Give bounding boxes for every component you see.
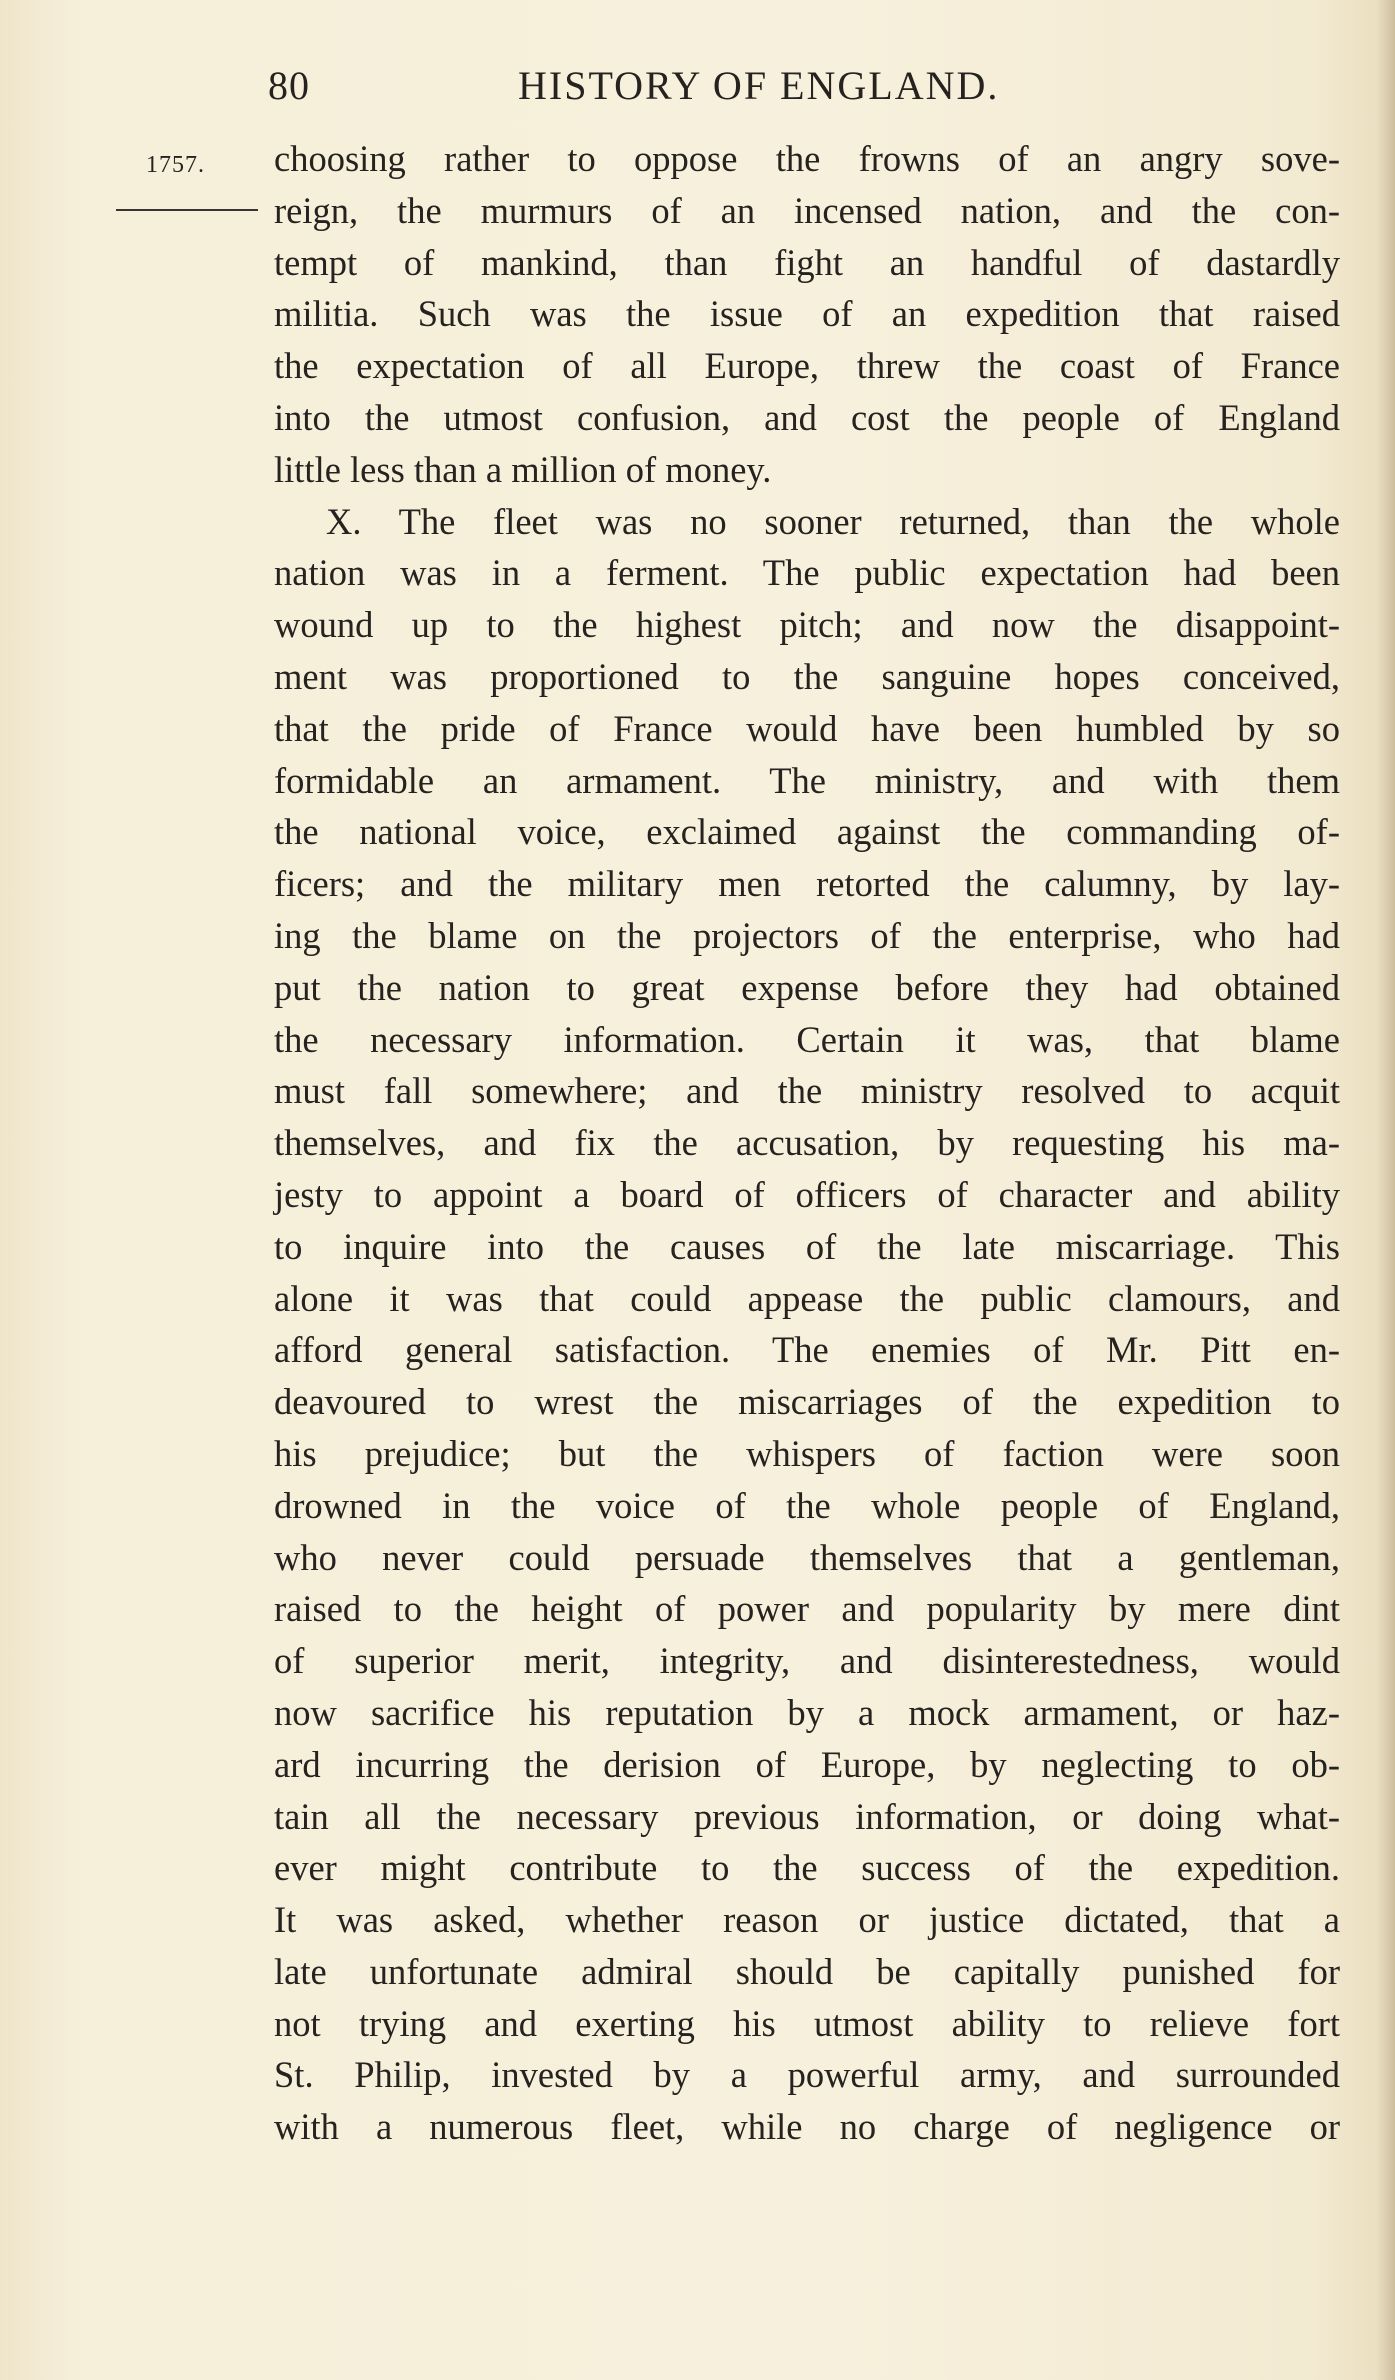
text-line: not trying and exerting his utmost ability to relieve fort (274, 2002, 1340, 2044)
text-line: themselves, and fix the accusation, by requesting his ma- (274, 1122, 1340, 1164)
text-line: the national voice, exclaimed against the commanding of- (274, 811, 1340, 853)
text-line: ing the blame on the projectors of the enterprise, who had (274, 914, 1340, 956)
text-line: that the pride of France would have been humbled by so (274, 707, 1340, 749)
text-line: alone it was that could appease the public clamours, and (274, 1277, 1340, 1319)
text-line: formidable an armament. The ministry, and with them (274, 759, 1340, 801)
text-line: into the utmost confusion, and cost the people of England (274, 396, 1340, 438)
text-line: wound up to the highest pitch; and now the disappoint- (274, 604, 1340, 646)
margin-year: 1757. (146, 152, 205, 178)
text-line: afford general satisfaction. The enemies of Mr. Pitt en- (274, 1329, 1340, 1371)
text-line: tain all the necessary previous information, or doing what- (274, 1795, 1340, 1837)
text-line: little less than a million of money. (274, 448, 772, 490)
text-line: raised to the height of power and popularity by mere dint (274, 1588, 1340, 1630)
text-line: ever might contribute to the success of the expedition. (274, 1847, 1340, 1889)
page-edge-shadow (1377, 0, 1395, 2380)
text-line: choosing rather to oppose the frowns of an angry sove- (274, 138, 1340, 179)
body-text (274, 133, 1340, 2153)
text-line: with a numerous fleet, while no charge of negligence or (274, 2106, 1340, 2148)
text-line: It was asked, whether reason or justice dictated, that a (274, 1899, 1340, 1941)
text-line: the expectation of all Europe, threw the coast of France (274, 345, 1340, 387)
text-line: put the nation to great expense before they had obtained (274, 966, 1340, 1008)
text-line: the necessary information. Certain it was, that blame (274, 1018, 1340, 1060)
text-line: must fall somewhere; and the ministry resolved to acquit (274, 1070, 1340, 1112)
text-line-paragraph-start: X. The fleet was no sooner returned, than the whole (326, 500, 1340, 542)
text-line: ficers; and the military men retorted the calumny, by lay- (274, 863, 1340, 905)
text-line: to inquire into the causes of the late miscarriage. This (274, 1225, 1340, 1267)
text-line: of superior merit, integrity, and disinterestedness, would (274, 1640, 1340, 1682)
margin-rule (116, 209, 258, 211)
text-line: reign, the murmurs of an incensed nation, and the con- (274, 189, 1340, 231)
text-line: now sacrifice his reputation by a mock armament, or haz- (274, 1691, 1340, 1733)
running-title: HISTORY OF ENGLAND. (518, 63, 1000, 108)
page-number: 80 (268, 63, 310, 108)
text-line: jesty to appoint a board of officers of character and ability (274, 1173, 1340, 1215)
page-header (268, 62, 1108, 118)
text-line: drowned in the voice of the whole people of England, (274, 1484, 1340, 1526)
text-line: his prejudice; but the whispers of faction were soon (274, 1432, 1340, 1474)
text-line: late unfortunate admiral should be capitally punished for (274, 1950, 1340, 1992)
text-line: who never could persuade themselves that a gentleman, (274, 1536, 1340, 1578)
text-line: militia. Such was the issue of an expedition that raised (274, 293, 1340, 335)
text-line: nation was in a ferment. The public expectation had been (274, 552, 1340, 594)
text-line: ard incurring the derision of Europe, by neglecting to ob- (274, 1743, 1340, 1785)
text-line: ment was proportioned to the sanguine hopes conceived, (274, 655, 1340, 697)
text-line: St. Philip, invested by a powerful army, and surrounded (274, 2054, 1340, 2096)
text-line: tempt of mankind, than fight an handful of dastardly (274, 241, 1340, 283)
text-line: deavoured to wrest the miscarriages of the expedition to (274, 1381, 1340, 1423)
